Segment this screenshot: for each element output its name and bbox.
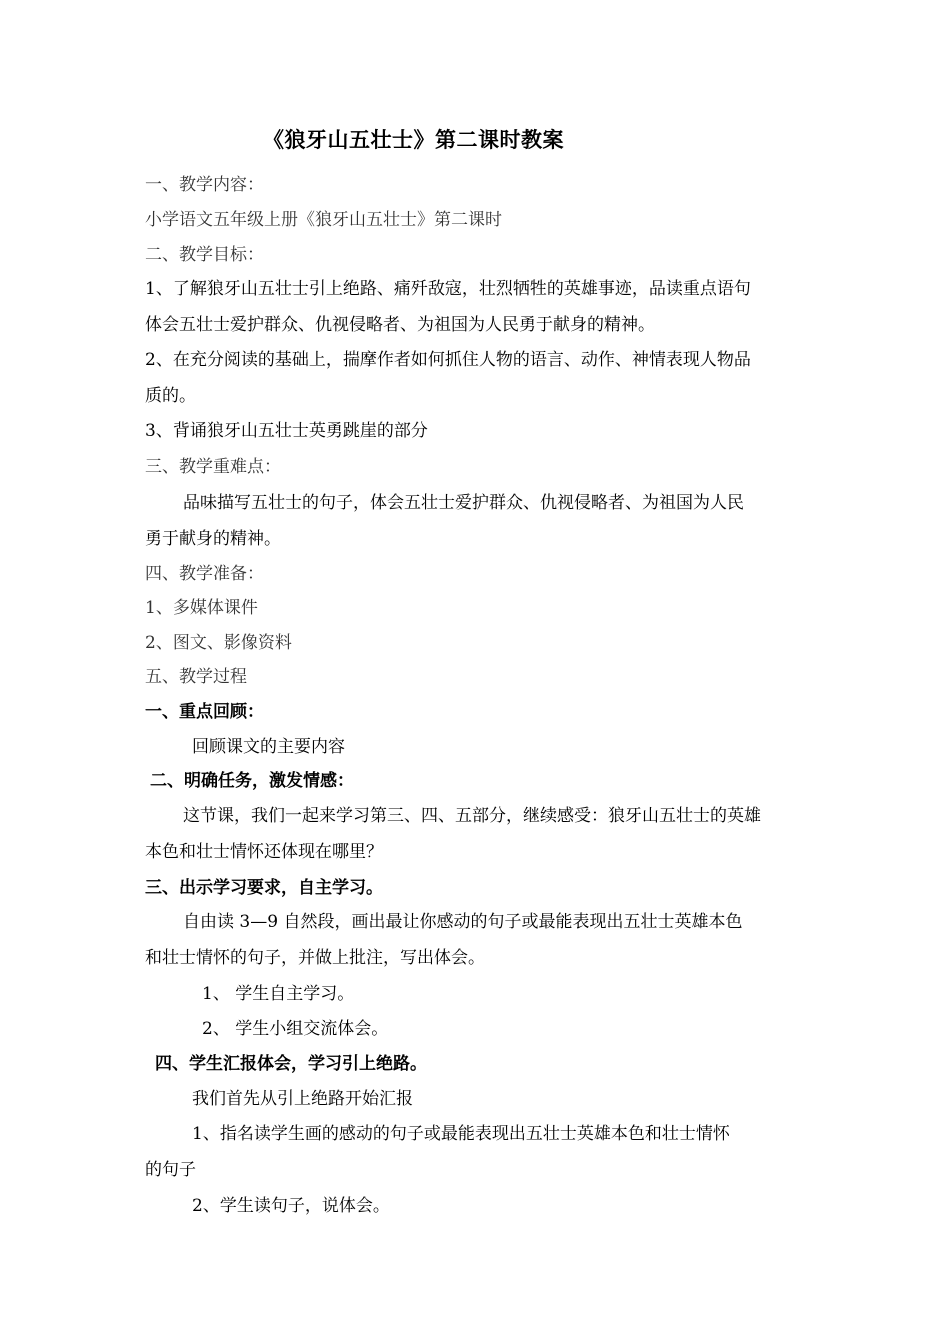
paragraph-line: 这节课，我们一起来学习第三、四、五部分，继续感受：狼牙山五壮士的英雄 bbox=[183, 806, 761, 826]
section-heading-goals: 二、教学目标： bbox=[145, 245, 264, 265]
step-heading: 四、学生汇报体会，学习引上绝路。 bbox=[155, 1054, 427, 1074]
paragraph-line: 回顾课文的主要内容 bbox=[192, 737, 345, 757]
paragraph-line: 1、了解狼牙山五壮士引上绝路、痛歼敌寇，壮烈牺牲的英雄事迹，品读重点语句 bbox=[145, 279, 751, 299]
paragraph-line: 质的。 bbox=[145, 386, 196, 406]
paragraph-line: 1、指名读学生画的感动的句子或最能表现出五壮士英雄本色和壮士情怀 bbox=[192, 1124, 730, 1144]
section-heading-difficulties: 三、教学重难点： bbox=[145, 457, 281, 477]
paragraph-line: 本色和壮士情怀还体现在哪里？ bbox=[145, 842, 383, 862]
paragraph-line: 小学语文五年级上册《狼牙山五壮士》第二课时 bbox=[145, 210, 502, 230]
paragraph-line: 体会五壮士爱护群众、仇视侵略者、为祖国为人民勇于献身的精神。 bbox=[145, 315, 655, 335]
step-heading: 三、出示学习要求，自主学习。 bbox=[145, 878, 383, 898]
paragraph-line: 我们首先从引上绝路开始汇报 bbox=[192, 1089, 413, 1109]
section-heading-preparation: 四、教学准备： bbox=[145, 564, 264, 584]
step-heading: 二、明确任务，激发情感： bbox=[150, 771, 354, 791]
paragraph-line: 3、背诵狼牙山五壮士英勇跳崖的部分 bbox=[145, 421, 428, 441]
paragraph-line: 2、学生读句子，说体会。 bbox=[192, 1196, 390, 1216]
step-heading: 一、重点回顾： bbox=[145, 702, 264, 722]
list-item: 2、图文、影像资料 bbox=[145, 633, 292, 653]
paragraph-line: 自由读 3—9 自然段，画出最让你感动的句子或最能表现出五壮士英雄本色 bbox=[183, 912, 743, 932]
paragraph-line: 品味描写五壮士的句子，体会五壮士爱护群众、仇视侵略者、为祖国为人民 bbox=[183, 493, 744, 513]
section-heading-content: 一、教学内容： bbox=[145, 175, 264, 195]
paragraph-line: 的句子 bbox=[145, 1160, 196, 1180]
paragraph-line: 2、在充分阅读的基础上，揣摩作者如何抓住人物的语言、动作、神情表现人物品 bbox=[145, 350, 751, 370]
list-item: 1、 学生自主学习。 bbox=[202, 984, 355, 1004]
paragraph-line: 勇于献身的精神。 bbox=[145, 529, 281, 549]
section-heading-process: 五、教学过程 bbox=[145, 667, 247, 687]
document-title: 《狼牙山五壮士》第二课时教案 bbox=[263, 127, 564, 152]
list-item: 1、多媒体课件 bbox=[145, 598, 258, 618]
list-item: 2、 学生小组交流体会。 bbox=[202, 1019, 389, 1039]
paragraph-line: 和壮士情怀的句子，并做上批注，写出体会。 bbox=[145, 948, 485, 968]
